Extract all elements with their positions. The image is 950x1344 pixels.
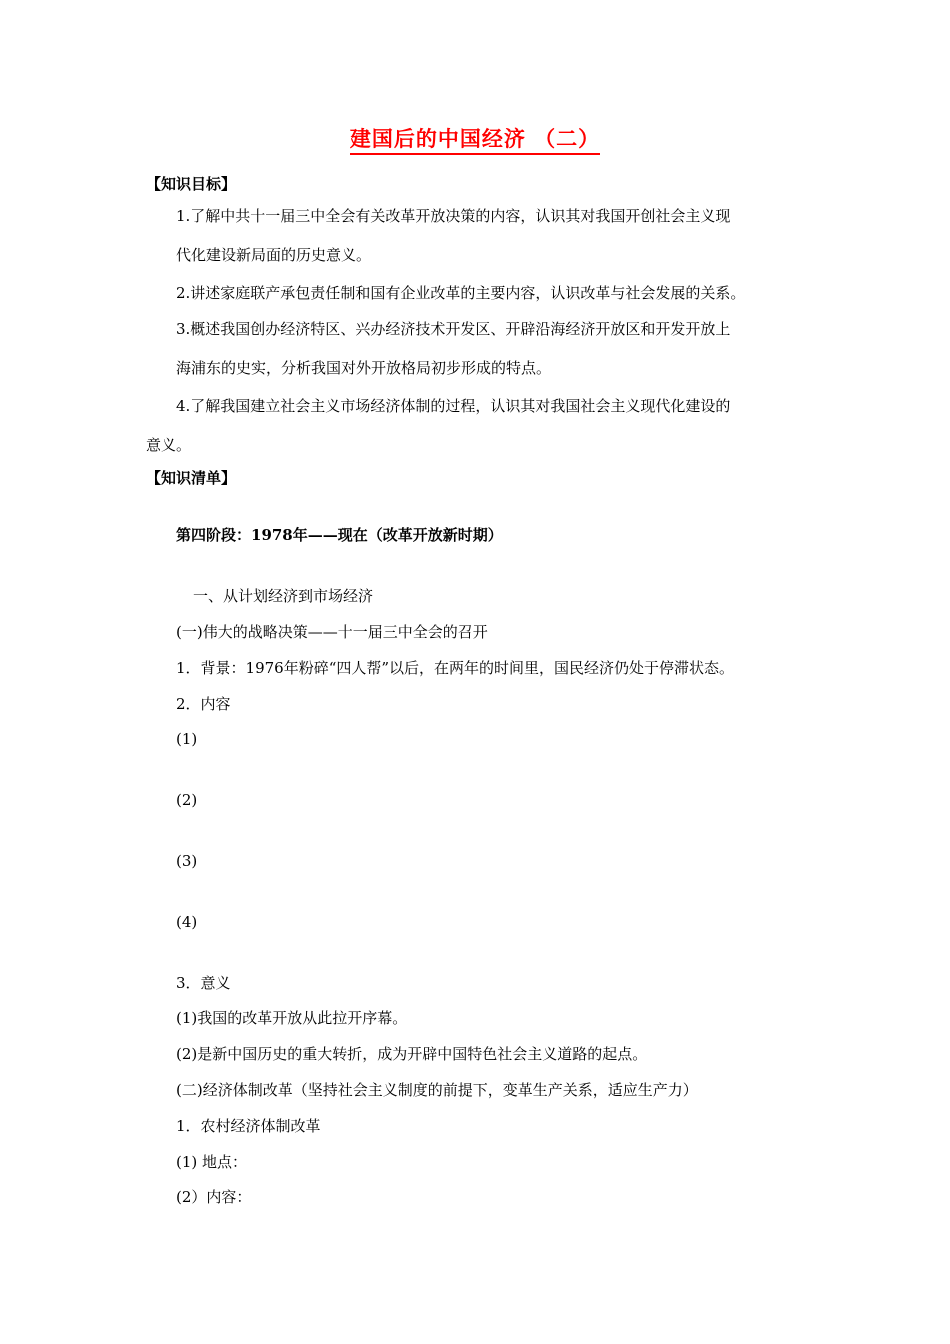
stage-heading: 第四阶段：1978年——现在（改革开放新时期） [176,526,503,544]
body-line: (1) [176,730,198,748]
body-line: (一)伟大的战略决策——十一届三中全会的召开 [176,623,488,641]
body-line: 3．意义 [176,974,231,992]
body-line: (2）内容： [176,1188,252,1206]
document-title: 建国后的中国经济 （二） [0,123,950,153]
body-line: 1．背景：1976年粉碎“四人帮”以后，在两年的时间里，国民经济仍处于停滞状态。 [176,659,735,677]
body-line: (2) [176,791,198,809]
body-line: 2．内容 [176,695,231,713]
body-line: (4) [176,913,198,931]
goal-line: 2.讲述家庭联产承包责任制和国有企业改革的主要内容，认识改革与社会发展的关系。 [176,284,746,302]
goal-line: 3.概述我国创办经济特区、兴办经济技术开发区、开辟沿海经济开放区和开发开放上 [176,320,731,338]
goal-line: 意义。 [146,436,192,454]
body-line: (1)我国的改革开放从此拉开序幕。 [176,1009,408,1027]
goal-line: 4.了解我国建立社会主义市场经济体制的过程，认识其对我国社会主义现代化建设的 [176,397,731,415]
body-line: (1) 地点： [176,1153,248,1171]
goal-line: 1.了解中共十一届三中全会有关改革开放决策的内容，认识其对我国开创社会主义现 [176,207,731,225]
body-line: 1．农村经济体制改革 [176,1117,321,1135]
body-line: 一、从计划经济到市场经济 [193,587,374,605]
goal-line: 代化建设新局面的历史意义。 [176,246,372,264]
goal-line: 海浦东的史实，分析我国对外开放格局初步形成的特点。 [176,359,552,377]
body-line: (3) [176,852,198,870]
body-line: (二)经济体制改革（坚持社会主义制度的前提下，变革生产关系，适应生产力） [176,1081,698,1099]
goals-header: 【知识目标】 [146,175,237,193]
list-header: 【知识清单】 [146,469,237,487]
body-line: (2)是新中国历史的重大转折，成为开辟中国特色社会主义道路的起点。 [176,1045,648,1063]
